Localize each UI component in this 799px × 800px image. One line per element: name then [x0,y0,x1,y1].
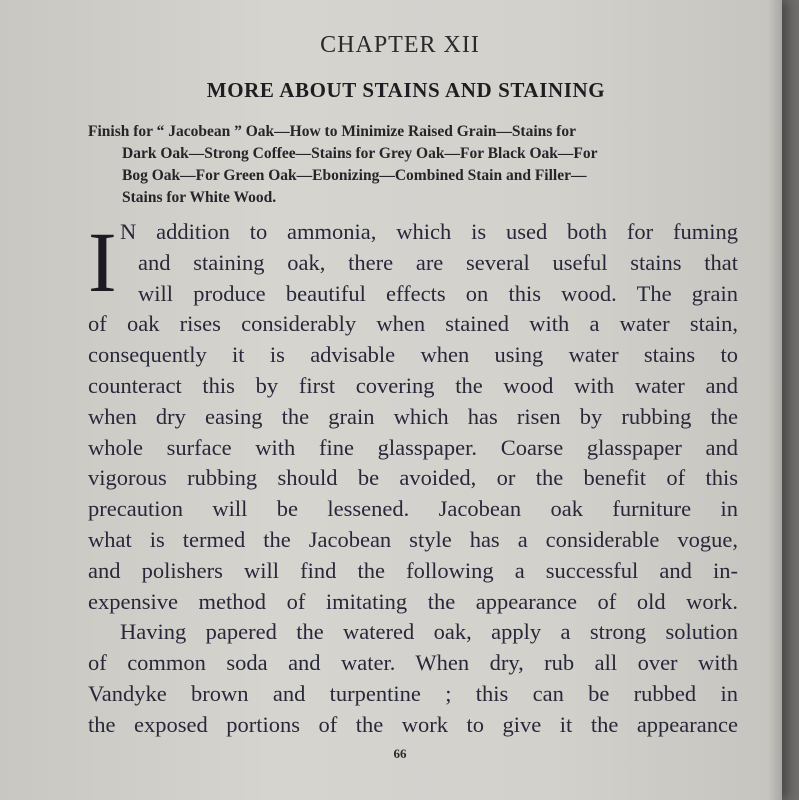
body-line: counteract this by first covering the wood with water and [88,372,738,398]
body-line: vigorous rubbing should be avoided, or the benefit of this [88,465,738,491]
drop-cap: I [88,214,117,310]
body-line: N addition to ammonia, which is used both for fuming [120,219,738,244]
body-line: consequently it is advisable when using water stains to [88,342,738,368]
chapter-title: MORE ABOUT STAINS AND STAINING [206,78,606,102]
body-line: expensive method of imitating the appearance of old work. [88,588,738,614]
synopsis-line: Stains for White Wood. [122,189,277,206]
synopsis-line: Bog Oak—For Green Oak—Ebonizing—Combined Stain and Filler— [122,167,587,184]
synopsis-line: Dark Oak—Strong Coffee—Stains for Grey Oak—For Black Oak—For [122,145,598,162]
page-number: 66 [393,746,407,761]
body-line: Vandyke brown and turpentine ; this can be rubbed in [88,680,738,706]
body-line: of oak rises considerably when stained with a water stain, [88,311,738,337]
chapter-number: CHAPTER XII [320,32,480,58]
chapter-synopsis [88,121,738,209]
body-line: the exposed portions of the work to give it the appearance [88,711,738,737]
body-text [88,214,738,741]
synopsis-line: Finish for “ Jacobean ” Oak—How to Minimize Raised Grain—Stains for [88,123,576,140]
body-line: what is termed the Jacobean style has a considerable vogue, [88,526,738,552]
body-line: and polishers will find the following a successful and in- [88,557,738,583]
body-line: precaution will be lessened. Jacobean oak furniture in [88,496,738,522]
body-line: whole surface with fine glasspaper. Coarse glasspaper and [88,434,738,460]
body-line: will produce beautiful effects on this wood. The grain [138,280,738,306]
body-line: Having papered the watered oak, apply a strong solution [120,619,738,645]
body-line: and staining oak, there are several useful stains that [138,249,738,275]
body-line: of common soda and water. When dry, rub all over with [88,650,738,676]
body-line: when dry easing the grain which has risen by rubbing the [88,403,738,429]
